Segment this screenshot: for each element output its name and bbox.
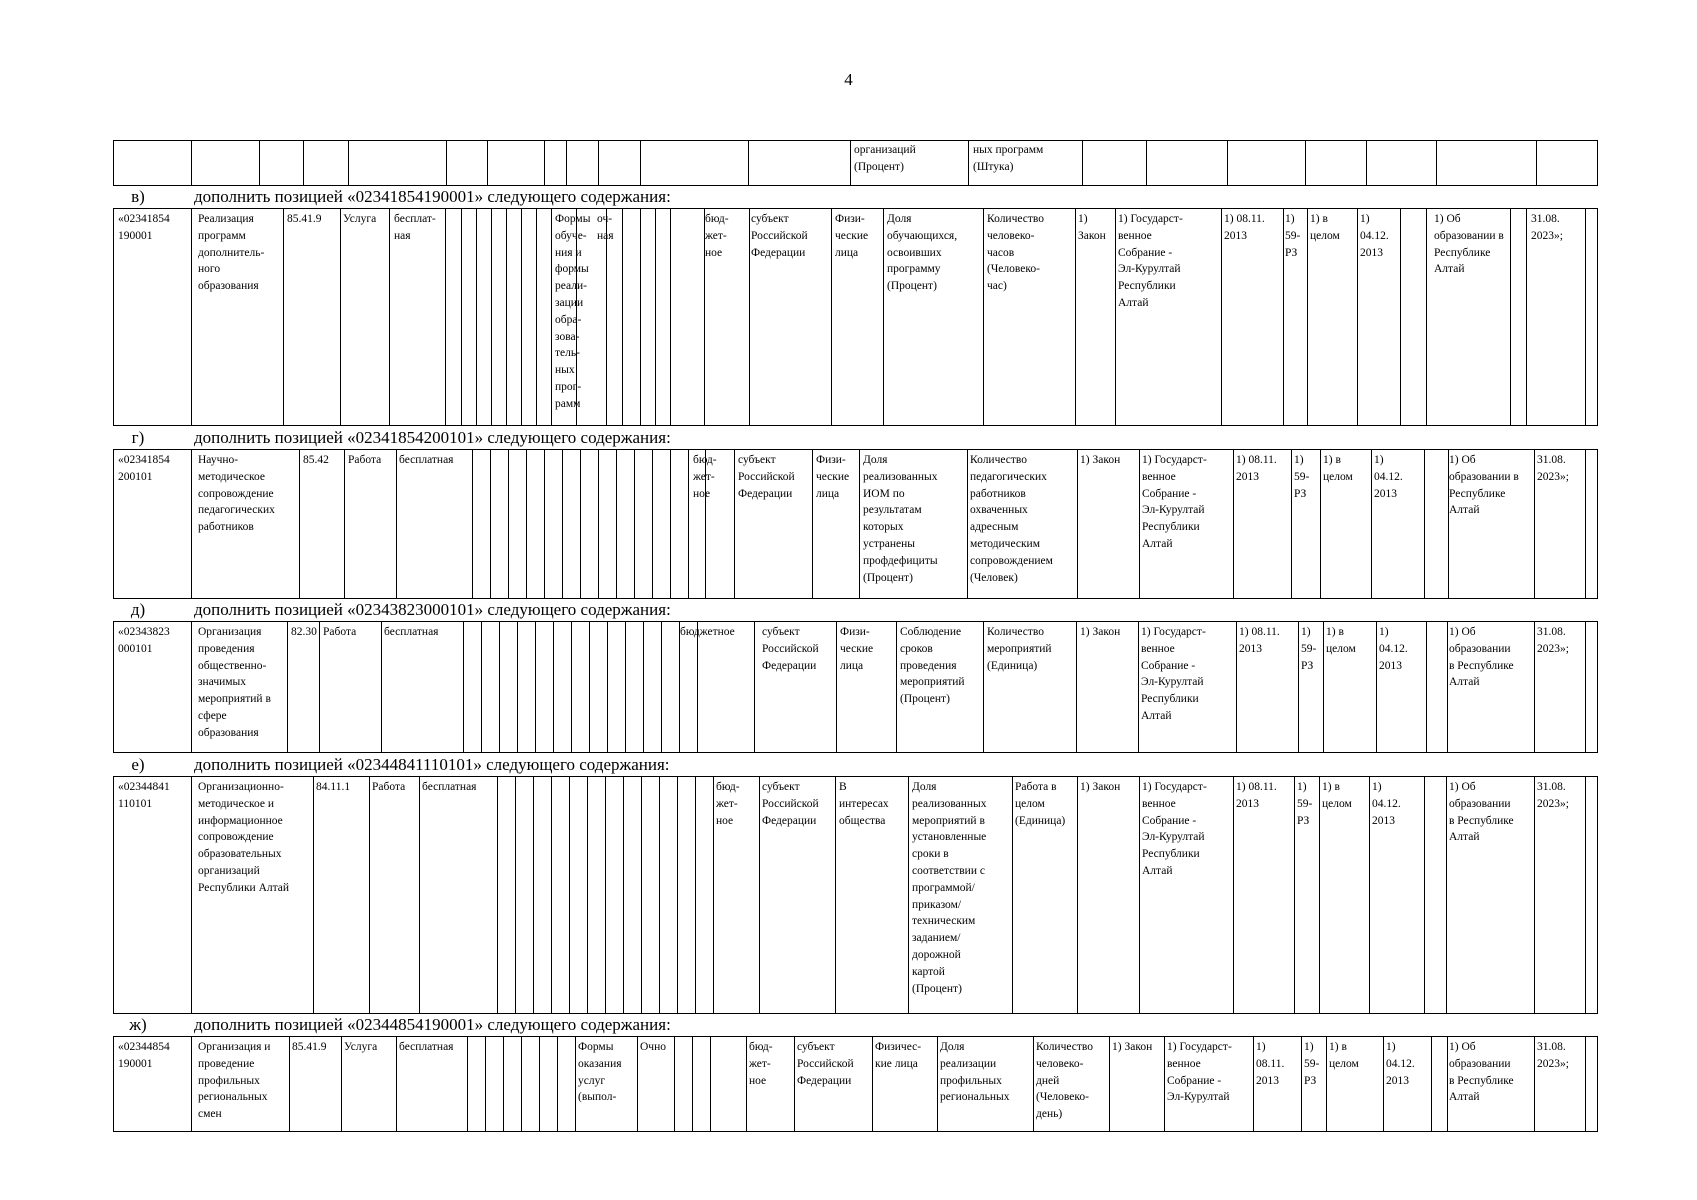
cell-end-date: 31.08. 2023»; bbox=[1537, 1041, 1569, 1070]
column-divider bbox=[1305, 141, 1306, 185]
cell-position-code: «02341854 200101 bbox=[118, 454, 170, 483]
cell-quality-indicator: Доля реализованных мероприятий в установленные сроки в соответствии с программой/ приказом/ техническим заданием/ дорожной картой (Процент) bbox=[912, 781, 987, 995]
column-divider bbox=[746, 1037, 747, 1131]
cell-effective-date: 1) 04.12. 2013 bbox=[1372, 781, 1401, 827]
cell-consumer-subject: субъект Российской Федерации bbox=[762, 781, 819, 827]
column-divider bbox=[605, 777, 606, 1013]
cell-consumer-category: В интересах общества bbox=[839, 781, 889, 827]
cell-effective-date: 1) 04.12. 2013 bbox=[1374, 454, 1403, 500]
column-divider bbox=[1323, 622, 1324, 752]
cell-service-name: Организация и проведение профильных региональных смен bbox=[198, 1041, 271, 1121]
cell-act-title: 1) Об образовании в Республике Алтай bbox=[1449, 781, 1514, 844]
column-divider bbox=[289, 1037, 290, 1131]
cell-act-date: 1) 08.11. 2013 bbox=[1256, 1041, 1285, 1087]
cell-consumer-category: Физичес- кие лица bbox=[875, 1041, 922, 1070]
cell-act-number: 1) 59- РЗ bbox=[1301, 626, 1317, 672]
column-divider bbox=[697, 622, 698, 752]
section-heading bbox=[118, 1015, 671, 1035]
column-divider bbox=[1320, 450, 1321, 598]
section-heading bbox=[118, 187, 671, 207]
column-divider bbox=[1526, 209, 1527, 425]
cell-act-number: 1) 59- РЗ bbox=[1304, 1041, 1320, 1087]
column-divider bbox=[472, 450, 473, 598]
column-divider bbox=[536, 209, 537, 425]
column-divider bbox=[506, 209, 507, 425]
column-divider bbox=[381, 622, 382, 752]
column-divider bbox=[598, 450, 599, 598]
cell-act-title: 1) Об образовании в Республике Алтай bbox=[1449, 626, 1514, 689]
column-divider bbox=[191, 141, 192, 185]
column-divider bbox=[569, 777, 570, 1013]
cell-volume-indicator: Количество человеко- часов (Человеко- час) bbox=[987, 213, 1044, 293]
column-divider bbox=[1585, 777, 1586, 1013]
column-divider bbox=[679, 622, 680, 752]
column-divider bbox=[759, 777, 760, 1013]
cell-service-kind: Работа bbox=[348, 454, 382, 466]
cell-legal-act-type: 1) Закон bbox=[1080, 454, 1121, 466]
column-divider bbox=[396, 450, 397, 598]
column-divider bbox=[859, 450, 860, 598]
column-divider bbox=[1298, 622, 1299, 752]
column-divider bbox=[1585, 450, 1586, 598]
column-divider bbox=[836, 622, 837, 752]
cell-act-title: 1) Об образовании в Республике Алтай bbox=[1434, 213, 1504, 276]
column-divider bbox=[1436, 141, 1437, 185]
column-divider bbox=[1510, 209, 1511, 425]
column-divider bbox=[490, 450, 491, 598]
column-divider bbox=[835, 777, 836, 1013]
cell-consumer-subject: субъект Российской Федерации bbox=[797, 1041, 854, 1087]
column-divider bbox=[487, 141, 488, 185]
column-divider bbox=[1585, 1037, 1586, 1131]
column-divider bbox=[535, 622, 536, 752]
cell-consumer-subject: субъект Российской Федерации bbox=[762, 626, 819, 672]
cell-end-date: 31.08. 2023»; bbox=[1537, 454, 1569, 483]
section-heading bbox=[118, 600, 671, 620]
column-divider bbox=[883, 209, 884, 425]
cell-payment-type: бесплатная bbox=[384, 626, 439, 638]
cell-end-date: 31.08. 2023»; bbox=[1531, 213, 1563, 242]
column-divider bbox=[553, 622, 554, 752]
cell-okved-code: 85.41.9 bbox=[292, 1041, 327, 1053]
column-divider bbox=[319, 622, 320, 752]
cell-consumer-subject: субъект Российской Федерации bbox=[738, 454, 795, 500]
column-divider bbox=[659, 777, 660, 1013]
column-divider bbox=[539, 1037, 540, 1131]
cell-budget-type: бюд- жет- ное bbox=[716, 781, 740, 827]
column-divider bbox=[754, 622, 755, 752]
cell-consumer-category: Физи- ческие лица bbox=[816, 454, 850, 500]
column-divider bbox=[1369, 777, 1370, 1013]
column-divider bbox=[1076, 622, 1077, 752]
column-divider bbox=[562, 450, 563, 598]
column-divider bbox=[491, 209, 492, 425]
column-divider bbox=[259, 141, 260, 185]
column-divider bbox=[607, 622, 608, 752]
column-divider bbox=[1077, 450, 1078, 598]
column-divider bbox=[287, 622, 288, 752]
column-divider bbox=[1447, 1037, 1448, 1131]
cell-okved-code: 85.42 bbox=[303, 454, 329, 466]
cell-consumer-category: Физи- ческие лица bbox=[835, 213, 869, 259]
column-divider bbox=[598, 141, 599, 185]
cell-act-title: 1) Об образовании в Республике Алтай bbox=[1449, 1041, 1514, 1104]
cell-effective-date: 1) 04.12. 2013 bbox=[1379, 626, 1408, 672]
cell-forms-label: Формы оказания услуг (выпол- bbox=[578, 1041, 622, 1104]
cell-legal-act-type: 1) Закон bbox=[1078, 213, 1106, 242]
cell-consumer-subject: субъект Российской Федерации bbox=[751, 213, 808, 259]
column-divider bbox=[831, 209, 832, 425]
cell-issuing-body: 1) Государст- венное Собрание - Эл-Курултай bbox=[1167, 1041, 1232, 1104]
column-divider bbox=[1115, 209, 1116, 425]
cell-service-name: Научно- методическое сопровождение педагогических работников bbox=[198, 454, 275, 534]
column-divider bbox=[622, 209, 623, 425]
column-divider bbox=[497, 777, 498, 1013]
section-letter: д) bbox=[130, 600, 146, 619]
column-divider bbox=[623, 777, 624, 1013]
column-divider bbox=[191, 622, 192, 752]
column-divider bbox=[1534, 1037, 1535, 1131]
section-letter: г) bbox=[131, 428, 145, 447]
column-divider bbox=[1109, 1037, 1110, 1131]
column-divider bbox=[968, 141, 969, 185]
column-divider bbox=[1447, 622, 1448, 752]
column-divider bbox=[341, 1037, 342, 1131]
cell-service-kind: Услуга bbox=[344, 1041, 378, 1053]
cell-form-value: оч- ная bbox=[597, 213, 614, 242]
column-divider bbox=[557, 1037, 558, 1131]
column-divider bbox=[652, 450, 653, 598]
cell-act-date: 1) 08.11. 2013 bbox=[1236, 454, 1277, 483]
column-divider bbox=[348, 141, 349, 185]
column-divider bbox=[967, 450, 968, 598]
column-divider bbox=[983, 209, 984, 425]
column-divider bbox=[640, 209, 641, 425]
column-divider bbox=[515, 777, 516, 1013]
column-divider bbox=[396, 1037, 397, 1131]
cell-quality-indicator: Соблюдение сроков проведения мероприятий (Процент) bbox=[900, 626, 965, 706]
column-divider bbox=[670, 450, 671, 598]
cell-act-number: 1) 59- РЗ bbox=[1285, 213, 1301, 259]
cell-payment-type: бесплатная bbox=[399, 1041, 454, 1053]
column-divider bbox=[283, 209, 284, 425]
section-heading bbox=[118, 755, 670, 775]
column-divider bbox=[908, 777, 909, 1013]
column-divider bbox=[674, 1037, 675, 1131]
column-divider bbox=[191, 209, 192, 425]
column-divider bbox=[1366, 141, 1367, 185]
column-divider bbox=[303, 141, 304, 185]
section-table bbox=[113, 1036, 1598, 1132]
column-divider bbox=[526, 450, 527, 598]
column-divider bbox=[551, 777, 552, 1013]
cell-service-kind: Работа bbox=[372, 781, 406, 793]
column-divider bbox=[521, 209, 522, 425]
cell-legal-act-type: 1) Закон bbox=[1080, 781, 1121, 793]
column-divider bbox=[344, 450, 345, 598]
cell-service-name: Реализация программ дополнитель- ного образования bbox=[198, 213, 265, 293]
section-letter: е) bbox=[131, 755, 145, 774]
cell-act-date: 1) 08.11. 2013 bbox=[1224, 213, 1265, 242]
cell-issuing-body: 1) Государст- венное Собрание - Эл-Курултай Республики Алтай bbox=[1118, 213, 1183, 309]
column-divider bbox=[1536, 141, 1537, 185]
column-divider bbox=[313, 777, 314, 1013]
cell-volume-indicator: Количество человеко- дней (Человеко- день) bbox=[1036, 1041, 1093, 1121]
cell-act-number: 1) 59- РЗ bbox=[1297, 781, 1313, 827]
cell-issuing-body: 1) Государст- венное Собрание - Эл-Курултай Республики Алтай bbox=[1142, 781, 1207, 877]
cell-volume-indicator: Работа в целом (Единица) bbox=[1015, 781, 1066, 827]
column-divider bbox=[1075, 209, 1076, 425]
cell-position-code: «02344854 190001 bbox=[118, 1041, 170, 1070]
column-divider bbox=[1012, 777, 1013, 1013]
column-divider bbox=[670, 209, 671, 425]
cell-act-scope: 1) в целом bbox=[1329, 1041, 1359, 1070]
column-divider bbox=[677, 777, 678, 1013]
column-divider bbox=[616, 450, 617, 598]
column-divider bbox=[476, 209, 477, 425]
column-divider bbox=[533, 777, 534, 1013]
column-divider bbox=[299, 450, 300, 598]
cell-issuing-body: 1) Государст- венное Собрание - Эл-Курултай Республики Алтай bbox=[1142, 454, 1207, 550]
cell-effective-date: 1) 04.12. 2013 bbox=[1360, 213, 1389, 259]
cell-budget-type: бюджетное bbox=[680, 626, 735, 638]
column-divider bbox=[499, 622, 500, 752]
column-divider bbox=[571, 622, 572, 752]
column-divider bbox=[1301, 1037, 1302, 1131]
column-divider bbox=[655, 209, 656, 425]
section-heading-text: дополнить позицией «02341854190001» следующего содержания: bbox=[194, 187, 671, 206]
column-divider bbox=[587, 777, 588, 1013]
column-divider bbox=[575, 1037, 576, 1131]
section-heading-text: дополнить позицией «02341854200101» следующего содержания: bbox=[194, 428, 671, 447]
cell-position-code: «02344841 110101 bbox=[118, 781, 170, 810]
top-fragment-prog-text: ных программ (Штука) bbox=[973, 144, 1044, 173]
section-heading bbox=[118, 428, 671, 448]
column-divider bbox=[1534, 450, 1535, 598]
column-divider bbox=[369, 777, 370, 1013]
column-divider bbox=[191, 450, 192, 598]
column-divider bbox=[1376, 622, 1377, 752]
column-divider bbox=[748, 141, 749, 185]
column-divider bbox=[812, 450, 813, 598]
cell-consumer-category: Физи- ческие лица bbox=[840, 626, 874, 672]
column-divider bbox=[1357, 209, 1358, 425]
column-divider bbox=[1431, 1037, 1432, 1131]
section-letter: ж) bbox=[129, 1015, 147, 1034]
column-divider bbox=[1426, 622, 1427, 752]
cell-volume-indicator: Количество педагогических работников охваченных адресным методическим сопровождением (Человек) bbox=[970, 454, 1053, 584]
column-divider bbox=[419, 777, 420, 1013]
section-heading-text: дополнить позицией «02344841110101» следующего содержания: bbox=[194, 755, 670, 774]
column-divider bbox=[1307, 209, 1308, 425]
column-divider bbox=[661, 622, 662, 752]
column-divider bbox=[1146, 141, 1147, 185]
cell-service-kind: Работа bbox=[323, 626, 357, 638]
cell-service-name: Организационно- методическое и информационное сопровождение образовательных организаций Республики Алтай bbox=[198, 781, 290, 894]
column-divider bbox=[481, 622, 482, 752]
cell-act-date: 1) 08.11. 2013 bbox=[1236, 781, 1277, 810]
column-divider bbox=[508, 450, 509, 598]
column-divider bbox=[1400, 209, 1401, 425]
cell-end-date: 31.08. 2023»; bbox=[1537, 626, 1569, 655]
column-divider bbox=[1426, 209, 1427, 425]
column-divider bbox=[1585, 622, 1586, 752]
cell-quality-indicator: Доля реализации профильных региональных bbox=[940, 1041, 1010, 1104]
cell-legal-act-type: 1) Закон bbox=[1112, 1041, 1153, 1053]
column-divider bbox=[1164, 1037, 1165, 1131]
cell-act-scope: 1) в целом bbox=[1322, 781, 1352, 810]
cell-effective-date: 1) 04.12. 2013 bbox=[1386, 1041, 1415, 1087]
cell-form-value: Очно bbox=[640, 1041, 666, 1053]
cell-okved-code: 85.41.9 bbox=[287, 213, 322, 225]
column-divider bbox=[340, 209, 341, 425]
cell-position-code: «02343823 000101 bbox=[118, 626, 170, 655]
column-divider bbox=[485, 1037, 486, 1131]
column-divider bbox=[692, 1037, 693, 1131]
column-divider bbox=[445, 209, 446, 425]
cell-volume-indicator: Количество мероприятий (Единица) bbox=[987, 626, 1052, 672]
cell-position-code: «02341854 190001 bbox=[118, 213, 170, 242]
column-divider bbox=[446, 141, 447, 185]
column-divider bbox=[1585, 209, 1586, 425]
cell-quality-indicator: Доля обучающихся, освоивших программу (Процент) bbox=[887, 213, 958, 293]
column-divider bbox=[640, 141, 641, 185]
column-divider bbox=[1534, 622, 1535, 752]
cell-end-date: 31.08. 2023»; bbox=[1537, 781, 1569, 810]
column-divider bbox=[1294, 777, 1295, 1013]
column-divider bbox=[1383, 1037, 1384, 1131]
cell-act-scope: 1) в целом bbox=[1326, 626, 1356, 655]
cell-legal-act-type: 1) Закон bbox=[1080, 626, 1121, 638]
cell-forms-label: Формы обуче- ния и формы реали- зации обра- зова- тель- ных прог- рамм bbox=[555, 213, 591, 410]
column-divider bbox=[521, 1037, 522, 1131]
column-divider bbox=[463, 622, 464, 752]
column-divider bbox=[1326, 1037, 1327, 1131]
column-divider bbox=[1221, 209, 1222, 425]
column-divider bbox=[517, 622, 518, 752]
column-divider bbox=[389, 209, 390, 425]
column-divider bbox=[850, 141, 851, 185]
column-divider bbox=[734, 450, 735, 598]
column-divider bbox=[589, 622, 590, 752]
cell-budget-type: бюд- жет- ное bbox=[693, 454, 717, 500]
column-divider bbox=[625, 622, 626, 752]
top-fragment-org-text: организаций (Процент) bbox=[854, 144, 916, 173]
cell-act-number: 1) 59- РЗ bbox=[1294, 454, 1310, 500]
cell-service-name: Организация проведения общественно- значимых мероприятий в сфере образования bbox=[198, 626, 271, 739]
section-letter: в) bbox=[131, 187, 145, 206]
column-divider bbox=[1233, 450, 1234, 598]
column-divider bbox=[191, 777, 192, 1013]
cell-payment-type: бесплатная bbox=[399, 454, 454, 466]
column-divider bbox=[1233, 777, 1234, 1013]
column-divider bbox=[544, 141, 545, 185]
section-heading-text: дополнить позицией «02344854190001» следующего содержания: bbox=[194, 1015, 671, 1034]
column-divider bbox=[1319, 777, 1320, 1013]
column-divider bbox=[566, 141, 567, 185]
column-divider bbox=[643, 622, 644, 752]
column-divider bbox=[1534, 777, 1535, 1013]
column-divider bbox=[688, 450, 689, 598]
column-divider bbox=[896, 622, 897, 752]
cell-service-kind: Услуга bbox=[343, 213, 377, 225]
column-divider bbox=[580, 450, 581, 598]
column-divider bbox=[710, 1037, 711, 1131]
column-divider bbox=[1033, 1037, 1034, 1131]
cell-act-scope: 1) в целом bbox=[1323, 454, 1353, 483]
column-divider bbox=[1227, 141, 1228, 185]
cell-act-scope: 1) в целом bbox=[1310, 213, 1340, 242]
column-divider bbox=[641, 777, 642, 1013]
column-divider bbox=[461, 209, 462, 425]
column-divider bbox=[1253, 1037, 1254, 1131]
column-divider bbox=[1424, 450, 1425, 598]
cell-payment-type: бесплатная bbox=[422, 781, 477, 793]
column-divider bbox=[749, 209, 750, 425]
column-divider bbox=[1138, 622, 1139, 752]
cell-payment-type: бесплат- ная bbox=[394, 213, 436, 242]
column-divider bbox=[551, 209, 552, 425]
column-divider bbox=[634, 450, 635, 598]
column-divider bbox=[1236, 622, 1237, 752]
column-divider bbox=[544, 450, 545, 598]
cell-okved-code: 82.30 bbox=[291, 626, 317, 638]
column-divider bbox=[695, 777, 696, 1013]
column-divider bbox=[1446, 777, 1447, 1013]
column-divider bbox=[1291, 450, 1292, 598]
cell-budget-type: бюд- жет- ное bbox=[749, 1041, 773, 1087]
column-divider bbox=[1139, 777, 1140, 1013]
column-divider bbox=[1371, 450, 1372, 598]
column-divider bbox=[467, 1037, 468, 1131]
cell-act-title: 1) Об образовании в Республике Алтай bbox=[1449, 454, 1519, 517]
section-heading-text: дополнить позицией «02343823000101» следующего содержания: bbox=[194, 600, 671, 619]
column-divider bbox=[191, 1037, 192, 1131]
page-number: 4 bbox=[844, 70, 853, 89]
cell-budget-type: бюд- жет- ное bbox=[705, 213, 729, 259]
column-divider bbox=[794, 1037, 795, 1131]
cell-okved-code: 84.11.1 bbox=[316, 781, 351, 793]
column-divider bbox=[983, 622, 984, 752]
column-divider bbox=[637, 1037, 638, 1131]
cell-issuing-body: 1) Государст- венное Собрание - Эл-Курултай Республики Алтай bbox=[1141, 626, 1206, 722]
column-divider bbox=[1077, 777, 1078, 1013]
column-divider bbox=[713, 777, 714, 1013]
column-divider bbox=[1082, 141, 1083, 185]
column-divider bbox=[1139, 450, 1140, 598]
cell-act-date: 1) 08.11. 2013 bbox=[1239, 626, 1280, 655]
column-divider bbox=[503, 1037, 504, 1131]
column-divider bbox=[1283, 209, 1284, 425]
column-divider bbox=[1424, 777, 1425, 1013]
cell-quality-indicator: Доля реализованных ИОМ по результатам которых устранены профдефициты (Процент) bbox=[863, 454, 938, 584]
column-divider bbox=[872, 1037, 873, 1131]
column-divider bbox=[937, 1037, 938, 1131]
